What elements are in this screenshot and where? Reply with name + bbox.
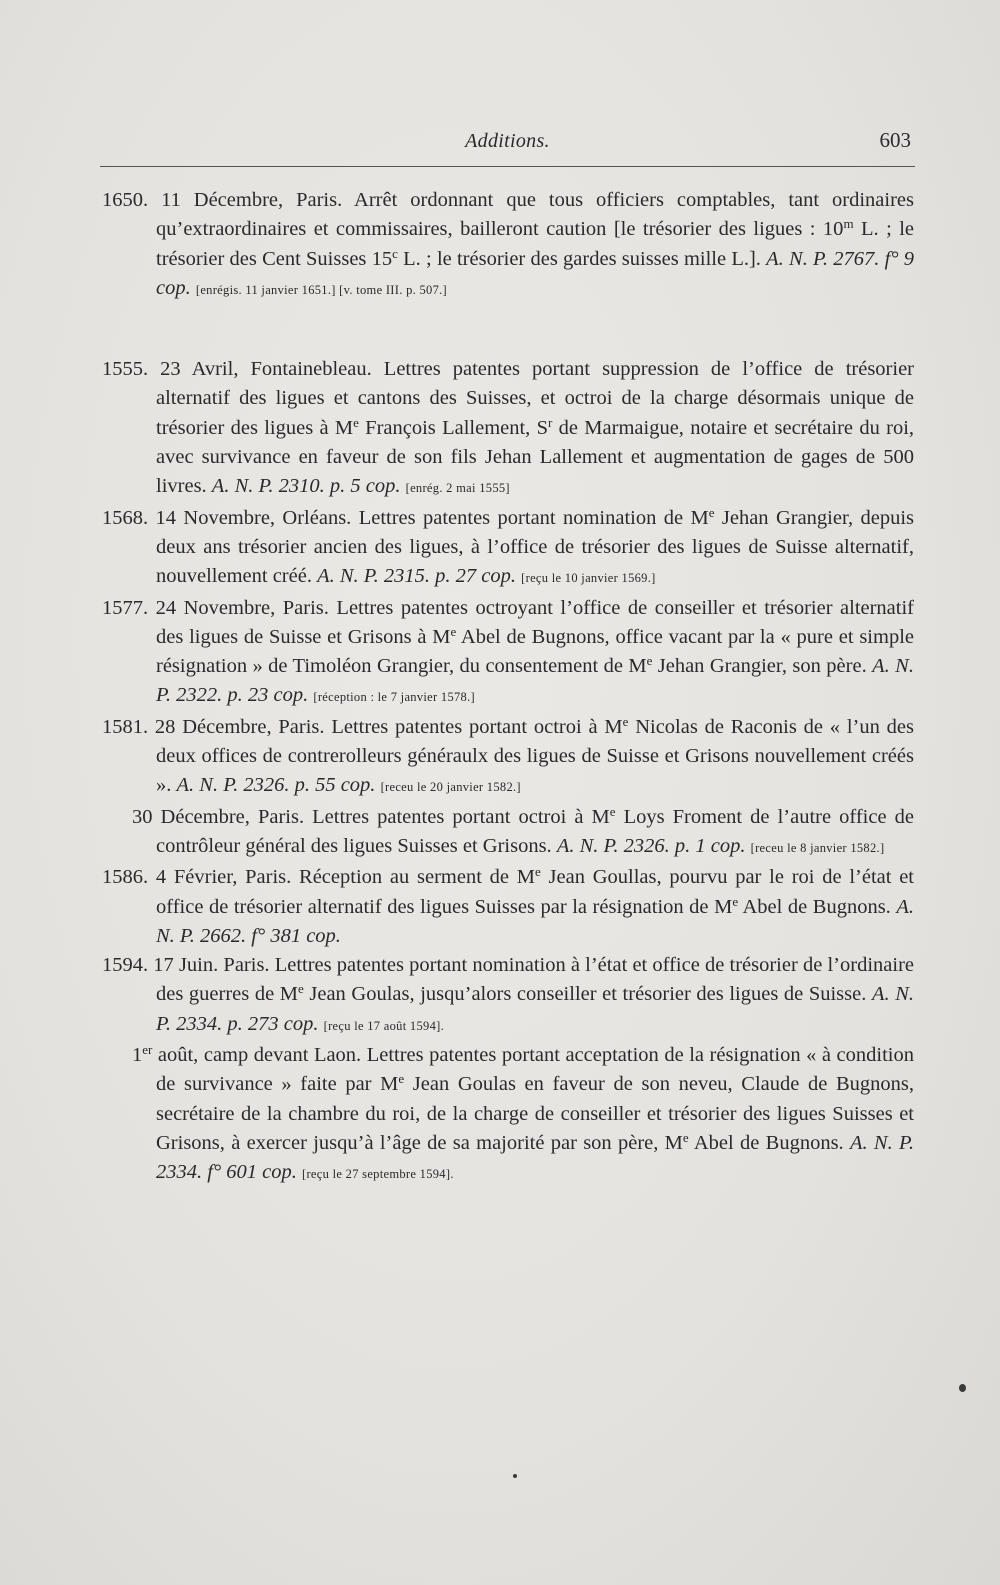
entry-superscript: e: [609, 803, 616, 819]
entry-1594: [102, 951, 914, 1041]
entry-text: Jean Goulas, jusqu’alors conseiller et trésorier des ligues de Suisse.: [303, 983, 872, 1006]
entry-text: Arrêt ordonnant que tous officiers comptables, tant ordinaires qu’extraordinaires et commissaires, bailleront caution [le trésorier des ligues : 10: [156, 189, 915, 241]
entry-text: Jehan Grangier, son père.: [652, 655, 873, 678]
ink-speck: [959, 1384, 966, 1392]
registration-note: [receu le 20 janvier 1582.]: [380, 780, 521, 795]
entry-text: Nicolas de Raconis de « l’un des deux offices de contrerolleurs généraulx des ligues de Suisse et Grisons nouvellement créés ».: [156, 715, 914, 797]
entry-1555: [102, 355, 914, 503]
registration-note: [receu le 8 janvier 1582.]: [750, 840, 885, 855]
entry-superscript: e: [535, 864, 541, 880]
entry-superscript: e: [298, 981, 304, 997]
registration-note: [enrégis. 11 janvier 1651.] [v. tome III. p. 507.]: [195, 282, 448, 297]
entry-text: Abel de Bugnons.: [738, 895, 897, 918]
entry-date: 1586. 4 Février, Paris.: [102, 866, 292, 889]
entry-superscript: e: [682, 1129, 689, 1145]
registration-note: [réception : le 7 janvier 1578.]: [313, 690, 475, 705]
entry-text: Loys Froment de l’autre office de contrôleur général des ligues Suisses et Grisons.: [156, 805, 914, 857]
entry-text: de Marmaigue, notaire et secrétaire du roi, avec survivance en faveur de son fils Jehan Lallement et augmentation de gages de 500 livres.: [156, 416, 915, 498]
entry-date: 1581. 28 Décembre, Paris.: [102, 715, 325, 738]
entry-text: Lettres patentes portant nomination à l’état et office de trésorier de l’ordinaire des guerres de M: [156, 954, 914, 1006]
archive-reference: A. N. P. 2315. p. 27 cop.: [317, 565, 517, 588]
entry-date: 1555. 23 Avril, Fontainebleau.: [102, 358, 372, 381]
entry-superscript: e: [622, 713, 629, 729]
page-header: [100, 128, 915, 162]
archive-reference: A. N. P. 2662. f° 381 cop.: [156, 895, 915, 947]
entry-superscript: e: [353, 414, 359, 430]
entry-date: août, camp devant Laon.: [152, 1044, 362, 1067]
archive-reference: A. N. P. 2326. p. 55 cop.: [176, 774, 376, 797]
entry-1581-30-dec: [102, 803, 914, 864]
entry-date-superscript: er: [142, 1042, 153, 1058]
entry-1594-1-aout: [102, 1041, 914, 1189]
entry-superscript: e: [450, 623, 457, 639]
entry-superscript: e: [646, 653, 653, 669]
entry-date: 1594. 17 Juin. Paris.: [102, 954, 270, 977]
entry-date: 1: [132, 1044, 143, 1067]
archive-reference: A. N. P. 2326. p. 1 cop.: [556, 834, 746, 857]
entry-text: Abel de Bugnons.: [688, 1131, 850, 1154]
entry-date: 1577. 24 Novembre, Paris.: [102, 596, 329, 619]
archive-reference: A. N. P. 2767. f° 9 cop.: [156, 247, 914, 299]
archive-reference: A. N. P. 2334. f° 601 cop.: [156, 1131, 915, 1184]
entry-text: Lettres patentes portant acceptation de la résignation « à condition de survivance » faite par M: [156, 1044, 914, 1096]
registration-note: [reçu le 10 janvier 1569.]: [521, 571, 656, 586]
registration-note: [enrég. 2 mai 1555]: [405, 481, 510, 496]
header-rule: [100, 166, 915, 167]
entry-text: L. ; le trésorier des gardes suisses mille L.].: [397, 247, 767, 270]
entry-1581: [102, 713, 914, 803]
entry-superscript: r: [548, 414, 553, 430]
entry-text: Abel de Bugnons, office vacant par la « pure et simple résignation » de Timoléon Grangier, du consentement de M: [156, 625, 914, 678]
entry-text: Jean Goullas, pourvu par le roi de l’état et office de trésorier alternatif des ligues Suisses par la résignation de M: [156, 866, 914, 918]
entry-1586: [102, 863, 914, 951]
entry-date: 30 Décembre, Paris.: [132, 805, 305, 828]
entry-superscript: m: [843, 216, 854, 232]
registration-note: [reçu le 27 septembre 1594].: [302, 1167, 454, 1182]
entry-superscript: c: [392, 245, 398, 261]
entry-superscript: e: [398, 1071, 405, 1087]
entry-superscript: e: [708, 504, 715, 520]
entry-text: Jehan Grangier, depuis deux ans trésorier ancien des ligues, à l’office de trésorier des ligues de Suisse alternatif, nouvellement créé.: [156, 506, 915, 588]
entry-text: Lettres patentes octroyant l’office de conseiller et trésorier alternatif des ligues de Suisse et Grisons à M: [156, 596, 915, 648]
archive-reference: A. N. P. 2334. p. 273 cop.: [156, 983, 915, 1035]
entry-1577: [102, 594, 914, 713]
ink-speck: [513, 1474, 517, 1478]
archive-reference: A. N. P. 2310. p. 5 cop.: [211, 475, 401, 498]
entry-superscript: e: [732, 893, 739, 909]
entry-text: Lettres patentes portant octroi à M: [324, 715, 623, 738]
entry-text: Lettres patentes portant suppression de l’office de trésorier alternatif des ligues et cantons des Suisses, et octroi de la charge désormais unique de trésorier des ligues à M: [156, 358, 914, 439]
entry-date: 1568. 14 Novembre, Orléans.: [102, 506, 352, 529]
registration-note: [reçu le 17 août 1594].: [323, 1018, 445, 1033]
entry-1568: [102, 504, 914, 594]
entry-text: Réception au serment de M: [291, 866, 535, 889]
archive-reference: A. N. P. 2322. p. 23 cop.: [156, 655, 914, 707]
entry-text: Lettres patentes portant octroi à M: [304, 805, 610, 828]
document-body: [102, 186, 914, 1190]
running-title: Additions.: [465, 130, 550, 152]
entry-text: Lettres patentes portant nomination de M: [351, 506, 709, 529]
entry-date: 1650. 11 Décembre, Paris.: [102, 189, 343, 211]
entry-text: Jean Goulas en faveur de son neveu, Claude de Bugnons, secrétaire de la chambre du roi, de la charge de conseiller et trésorier des ligues Suisses et Grisons, à exercer jusqu’à l’âge de sa majorité par son père, M: [156, 1073, 915, 1154]
entry-text: L. ; le trésorier des Cent Suisses 15: [156, 218, 915, 270]
entry-text: François Lallement, S: [358, 416, 549, 439]
page-number: 603: [879, 128, 911, 152]
entry-1650: [102, 186, 914, 305]
